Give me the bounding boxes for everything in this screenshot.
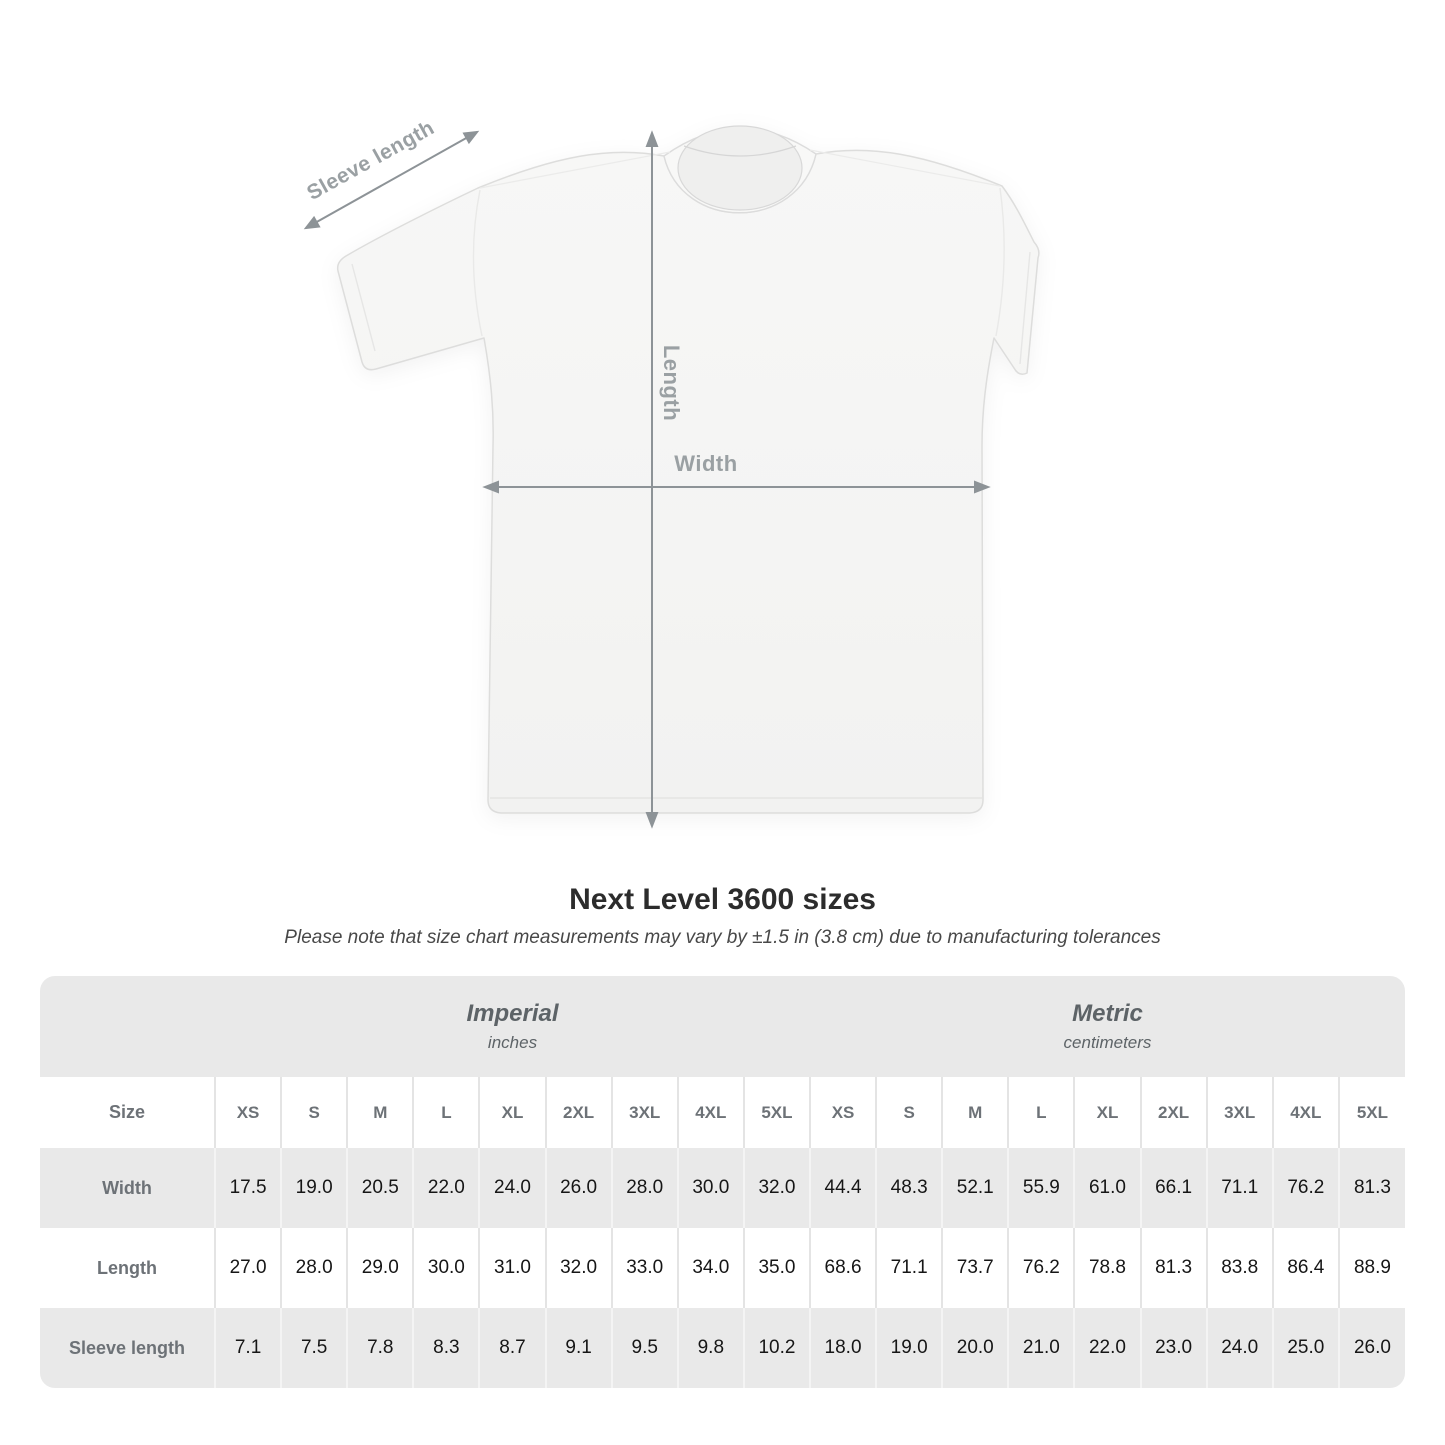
value-cell: 32.0	[744, 1148, 810, 1228]
size-col-header: 2XL	[1141, 1077, 1207, 1148]
size-col-header: S	[876, 1077, 942, 1148]
measurement-row	[40, 1308, 1405, 1388]
value-cell: 26.0	[1339, 1308, 1405, 1388]
value-cell: 18.0	[810, 1308, 876, 1388]
value-cell: 20.0	[942, 1308, 1008, 1388]
value-cell: 8.3	[413, 1308, 479, 1388]
value-cell: 52.1	[942, 1148, 1008, 1228]
value-cell: 76.2	[1008, 1228, 1074, 1308]
tolerance-note: Please note that size chart measurements may vary by ±1.5 in (3.8 cm) due to manufacturing tolerances	[284, 927, 1161, 948]
size-chart	[40, 976, 1405, 1388]
value-cell: 9.1	[546, 1308, 612, 1388]
tshirt-illustration	[270, 90, 1060, 870]
imperial-header	[215, 976, 810, 1077]
units-row	[40, 976, 1405, 1077]
value-cell: 44.4	[810, 1148, 876, 1228]
value-cell: 27.0	[215, 1228, 281, 1308]
row-label: Width	[102, 1177, 152, 1198]
value-cell: 28.0	[281, 1228, 347, 1308]
value-cell: 24.0	[1207, 1308, 1273, 1388]
value-cell: 22.0	[413, 1148, 479, 1228]
value-cell: 29.0	[347, 1228, 413, 1308]
measurement-row	[40, 1148, 1405, 1228]
measurement-row	[40, 1228, 1405, 1308]
value-cell: 71.1	[876, 1228, 942, 1308]
size-col-header: 3XL	[1207, 1077, 1273, 1148]
value-cell: 32.0	[546, 1228, 612, 1308]
imperial-unit: inches	[487, 1033, 538, 1052]
size-col-header: M	[942, 1077, 1008, 1148]
value-cell: 35.0	[744, 1228, 810, 1308]
size-table	[40, 976, 1405, 1388]
size-col-header: XL	[479, 1077, 545, 1148]
value-cell: 73.7	[942, 1228, 1008, 1308]
length-label: Length	[659, 344, 684, 422]
value-cell: 66.1	[1141, 1148, 1207, 1228]
collar-opening	[678, 126, 802, 210]
metric-title: Metric	[1072, 1000, 1143, 1027]
value-cell: 31.0	[479, 1228, 545, 1308]
value-cell: 81.3	[1141, 1228, 1207, 1308]
metric-unit: centimeters	[1063, 1033, 1152, 1052]
value-cell: 88.9	[1339, 1228, 1405, 1308]
size-table-body	[40, 1148, 1405, 1388]
size-col-header: S	[281, 1077, 347, 1148]
value-cell: 76.2	[1273, 1148, 1339, 1228]
size-col-header: 3XL	[612, 1077, 678, 1148]
value-cell: 28.0	[612, 1148, 678, 1228]
sleeve-length-label: Sleeve length	[303, 116, 439, 206]
value-cell: 81.3	[1339, 1148, 1405, 1228]
size-col-header: M	[347, 1077, 413, 1148]
value-cell: 26.0	[546, 1148, 612, 1228]
imperial-title: Imperial	[466, 1000, 559, 1027]
value-cell: 17.5	[215, 1148, 281, 1228]
value-cell: 9.8	[678, 1308, 744, 1388]
value-cell: 25.0	[1273, 1308, 1339, 1388]
size-col-header: 4XL	[678, 1077, 744, 1148]
value-cell: 33.0	[612, 1228, 678, 1308]
page-title: Next Level 3600 sizes	[569, 883, 876, 916]
value-cell: 22.0	[1074, 1308, 1140, 1388]
value-cell: 7.8	[347, 1308, 413, 1388]
size-col-header: 5XL	[1339, 1077, 1405, 1148]
value-cell: 7.1	[215, 1308, 281, 1388]
metric-header	[810, 976, 1405, 1077]
value-cell: 30.0	[413, 1228, 479, 1308]
value-cell: 71.1	[1207, 1148, 1273, 1228]
value-cell: 19.0	[876, 1308, 942, 1388]
value-cell: 23.0	[1141, 1308, 1207, 1388]
value-cell: 61.0	[1074, 1148, 1140, 1228]
units-spacer	[40, 976, 215, 1077]
size-col-header: L	[1008, 1077, 1074, 1148]
value-cell: 30.0	[678, 1148, 744, 1228]
value-cell: 78.8	[1074, 1228, 1140, 1308]
value-cell: 83.8	[1207, 1228, 1273, 1308]
size-col-header: XS	[810, 1077, 876, 1148]
size-col-header: XL	[1074, 1077, 1140, 1148]
value-cell: 86.4	[1273, 1228, 1339, 1308]
value-cell: 55.9	[1008, 1148, 1074, 1228]
width-label: Width	[674, 451, 738, 476]
value-cell: 20.5	[347, 1148, 413, 1228]
value-cell: 24.0	[479, 1148, 545, 1228]
sizes-row	[40, 1077, 1405, 1148]
value-cell: 21.0	[1008, 1308, 1074, 1388]
size-col-header: L	[413, 1077, 479, 1148]
value-cell: 10.2	[744, 1308, 810, 1388]
value-cell: 68.6	[810, 1228, 876, 1308]
value-cell: 19.0	[281, 1148, 347, 1228]
value-cell: 48.3	[876, 1148, 942, 1228]
title-block	[0, 882, 1445, 949]
size-col-header: XS	[215, 1077, 281, 1148]
value-cell: 7.5	[281, 1308, 347, 1388]
row-label: Length	[97, 1257, 157, 1278]
value-cell: 8.7	[479, 1308, 545, 1388]
size-col-header: 4XL	[1273, 1077, 1339, 1148]
value-cell: 9.5	[612, 1308, 678, 1388]
row-label: Sleeve length	[68, 1337, 186, 1358]
size-col-header: 5XL	[744, 1077, 810, 1148]
size-col-header: 2XL	[546, 1077, 612, 1148]
size-column-label: Size	[108, 1102, 146, 1122]
value-cell: 34.0	[678, 1228, 744, 1308]
